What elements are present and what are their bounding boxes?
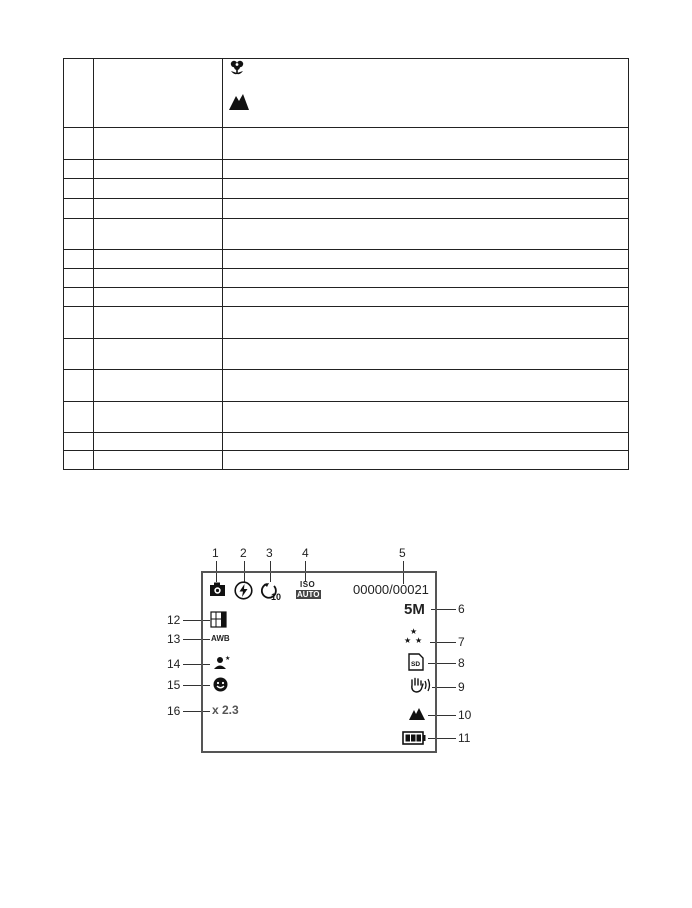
iso-label: ISO	[300, 580, 316, 589]
camera-icon	[209, 582, 226, 597]
macro-flower-icon	[228, 59, 246, 77]
white-balance-icon: AWB	[211, 634, 230, 643]
table-row-line	[63, 287, 629, 288]
callout-number: 5	[399, 546, 406, 560]
self-timer-icon	[261, 581, 283, 601]
table-row-line	[63, 198, 629, 199]
table-row-line	[63, 178, 629, 179]
callout-number: 13	[167, 632, 181, 646]
table-row-line	[63, 218, 629, 219]
self-timer-value: 10	[271, 592, 282, 601]
callout-number: 15	[167, 678, 181, 692]
callout-number: 3	[266, 546, 273, 560]
iso-value: AUTO	[297, 590, 320, 599]
mountain-icon	[408, 706, 426, 721]
table-row-line	[63, 249, 629, 250]
anti-shake-icon	[409, 677, 431, 694]
callout-number: 10	[458, 708, 472, 722]
face-detect-icon	[213, 654, 231, 670]
callout-number: 12	[167, 613, 181, 627]
callout-number: 11	[458, 731, 471, 745]
table-border-top	[63, 58, 629, 59]
smile-icon	[213, 677, 228, 692]
table-border-bottom	[63, 469, 629, 470]
table-row-line	[63, 159, 629, 160]
quality-stars-icon	[404, 627, 424, 644]
svg-text:★: ★	[415, 636, 423, 644]
landscape-mountain-icon	[228, 91, 250, 111]
svg-text:★: ★	[410, 627, 418, 636]
shot-counter: 00000/00021	[353, 582, 429, 597]
callout-number: 2	[240, 546, 247, 560]
callout-number: 4	[302, 546, 309, 560]
resolution-value: 5M	[404, 601, 425, 618]
callout-number: 16	[167, 704, 181, 718]
callout-number: 6	[458, 602, 465, 616]
table-col-line	[93, 58, 94, 470]
svg-text:★: ★	[404, 636, 412, 644]
table-row-line	[63, 432, 629, 433]
sd-card-label: SD	[411, 661, 421, 668]
callout-number: 14	[167, 657, 181, 671]
table-border-left	[63, 58, 64, 470]
table-row-line	[63, 306, 629, 307]
table-row-line	[63, 369, 629, 370]
zoom-level: x 2.3	[212, 703, 239, 717]
callout-number: 7	[458, 635, 465, 649]
table-border-right	[628, 58, 629, 470]
table-col-line	[222, 58, 223, 470]
callout-number: 9	[458, 680, 465, 694]
flash-auto-icon	[234, 581, 253, 600]
table-row-line	[63, 401, 629, 402]
svg-text:★: ★	[225, 655, 231, 662]
table-row-line	[63, 450, 629, 451]
mode-description-table	[63, 58, 629, 470]
table-row-line	[63, 338, 629, 339]
sd-card-icon	[407, 653, 425, 671]
table-row-line	[63, 127, 629, 128]
metering-icon	[210, 611, 227, 628]
callout-number: 1	[212, 546, 219, 560]
callout-number: 8	[458, 656, 465, 670]
battery-icon	[402, 731, 426, 745]
table-row-line	[63, 268, 629, 269]
